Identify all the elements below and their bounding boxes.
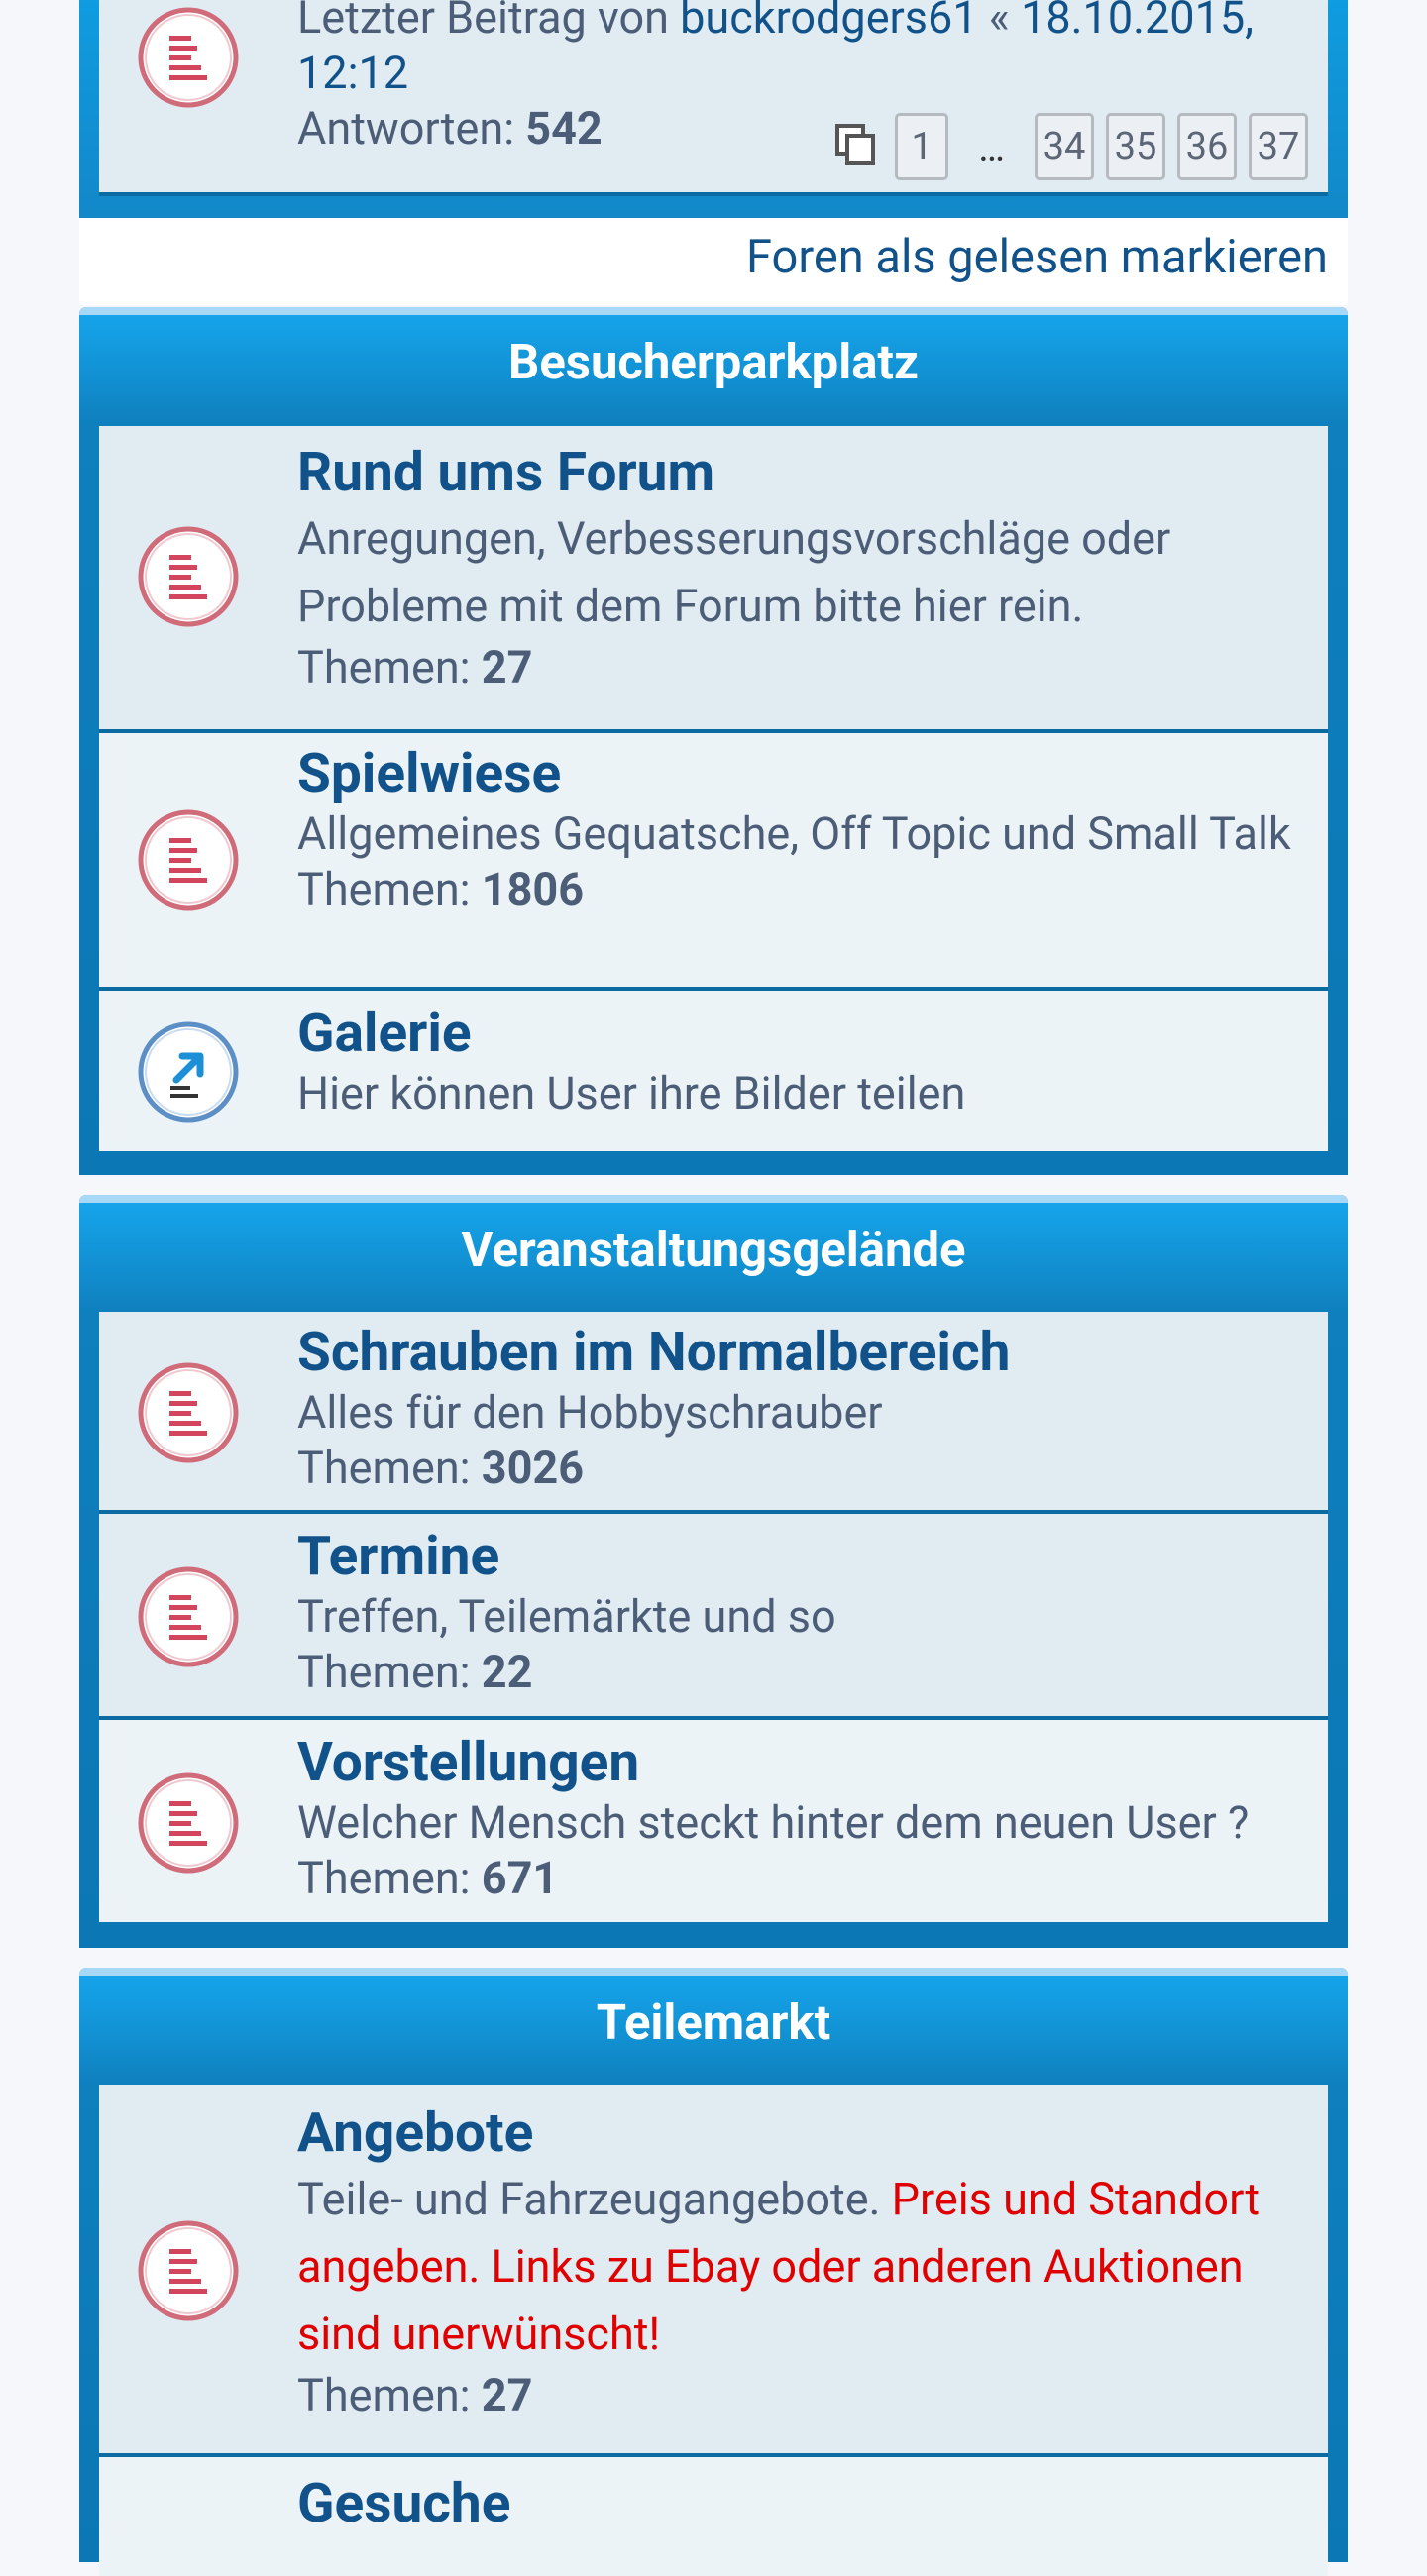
topics-label: Themen:	[297, 1852, 471, 1904]
section-besucherparkplatz	[79, 307, 1348, 1175]
section-teilemarkt	[79, 1968, 1348, 2562]
forum-row-termine[interactable]	[99, 1514, 1328, 1716]
page-37-link[interactable]: 37	[1249, 113, 1308, 180]
forum-read-icon	[137, 6, 240, 109]
forum-read-icon	[137, 1565, 240, 1668]
last-post-time-link[interactable]: 12:12	[297, 47, 409, 99]
last-post-label: Letzter Beitrag von	[297, 0, 669, 44]
forum-row-gesuche[interactable]	[99, 2457, 1328, 2576]
forum-description: Welcher Mensch steckt hinter dem neuen User ?	[297, 1796, 1250, 1849]
forum-title-link[interactable]: Spielwiese	[297, 742, 562, 805]
topics-count	[297, 1851, 1308, 1906]
topics-value: 671	[481, 1852, 559, 1904]
replies-label: Antworten:	[297, 102, 515, 155]
topics-count	[297, 640, 1308, 696]
forum-row-spielwiese[interactable]	[99, 733, 1328, 987]
pagination-ellipsis: …	[978, 123, 1005, 170]
forum-title-link[interactable]: Gesuche	[297, 2472, 511, 2535]
topics-count	[297, 1645, 1308, 1700]
topics-count	[297, 2368, 1308, 2423]
mark-read-bar	[79, 218, 1348, 305]
topics-count	[297, 862, 1308, 917]
forum-read-icon	[137, 1361, 240, 1464]
forum-description	[297, 2166, 1308, 2368]
forum-title-link[interactable]: Rund ums Forum	[297, 441, 715, 504]
forum-title-link[interactable]: Termine	[297, 1525, 500, 1588]
pagination	[833, 111, 1308, 182]
forum-description: Allgemeines Gequatsche, Off Topic und Small Talk	[297, 807, 1291, 860]
page-1-link[interactable]: 1	[895, 113, 948, 180]
forum-row-schrauben[interactable]	[99, 1312, 1328, 1510]
forum-row-galerie[interactable]	[99, 991, 1328, 1151]
section-title: Teilemarkt	[79, 1968, 1348, 2087]
last-post-date-link[interactable]: 18.10.2015,	[1021, 0, 1255, 44]
section-title: Veranstaltungsgelände	[79, 1195, 1348, 1314]
forum-link-icon	[137, 1020, 240, 1124]
forum-title-link[interactable]: Schrauben im Normalbereich	[297, 1321, 1011, 1384]
top-forum-row	[99, 0, 1328, 196]
forum-title-link[interactable]: Vorstellungen	[297, 1731, 640, 1794]
forum-description-text: Teile- und Fahrzeugangebote.	[297, 2173, 881, 2225]
topics-value: 27	[481, 641, 533, 694]
topics-value: 3026	[481, 1442, 585, 1494]
last-post-user-link[interactable]: buckrodgers61	[680, 0, 978, 44]
topics-label: Themen:	[297, 641, 471, 694]
forum-description-warning: Preis und Standort angeben. Links zu Ebay oder anderen Auktionen sind unerwünscht!	[297, 2173, 1261, 2360]
topics-value: 1806	[481, 863, 585, 915]
topics-label: Themen:	[297, 863, 471, 915]
topics-label: Themen:	[297, 1442, 471, 1494]
replies-value: 542	[525, 102, 603, 155]
topics-value: 22	[481, 1646, 533, 1698]
pages-icon	[833, 120, 879, 173]
top-forum-block	[79, 0, 1348, 218]
forum-read-icon	[137, 1771, 240, 1875]
forum-title-link[interactable]: Angebote	[297, 2101, 534, 2165]
mark-forums-read-link[interactable]: Foren als gelesen markieren	[746, 230, 1328, 284]
forum-read-icon	[137, 808, 240, 912]
topics-count	[297, 1441, 1308, 1496]
forum-description: Hier können User ihre Bilder teilen	[297, 1067, 966, 1120]
forum-title-link[interactable]: Galerie	[297, 1002, 472, 1065]
section-title: Besucherparkplatz	[79, 307, 1348, 426]
topics-label: Themen:	[297, 1646, 471, 1698]
page-35-link[interactable]: 35	[1106, 113, 1165, 180]
section-veranstaltungsgelaende	[79, 1195, 1348, 1948]
separator: «	[988, 0, 1010, 44]
forum-row-angebote[interactable]	[99, 2085, 1328, 2453]
forum-read-icon	[137, 2219, 240, 2322]
page-36-link[interactable]: 36	[1177, 113, 1237, 180]
forum-row-rund-ums-forum[interactable]	[99, 426, 1328, 729]
forum-read-icon	[137, 525, 240, 628]
forum-description: Anregungen, Verbesserungsvorschläge oder Probleme mit dem Forum bitte hier rein.	[297, 512, 1171, 632]
topics-label: Themen:	[297, 2369, 471, 2421]
forum-description: Treffen, Teilemärkte und so	[297, 1590, 836, 1643]
topics-value: 27	[481, 2369, 533, 2421]
page-34-link[interactable]: 34	[1035, 113, 1094, 180]
forum-row-vorstellungen[interactable]	[99, 1720, 1328, 1922]
forum-description: Alles für den Hobbyschrauber	[297, 1386, 883, 1439]
